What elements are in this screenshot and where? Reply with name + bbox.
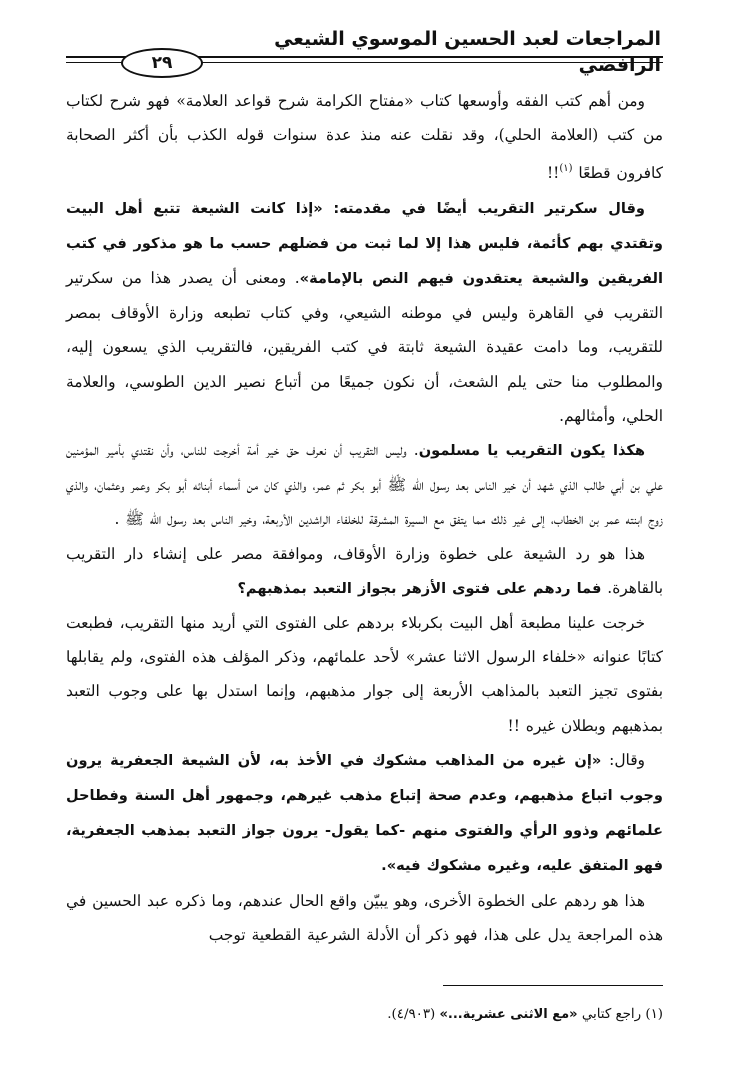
footnote-rule [443,985,663,986]
text-segment: !! [546,164,560,183]
text-segment: ومن أهم كتب الفقه وأوسعها كتاب «مفتاح الكرامة شرح قواعد العلامة» فهو شرح لكتاب من كتب (العلامة الحلي)، وقد نقلت عنه منذ عدة سنوات قوله الكذب بأن أكثر الصحابة كافرون قطعًا [66,92,663,183]
footnote-marker: (١) [645,1007,663,1022]
bold-text-segment: وقال سكرتير التقريب أيضًا في مقدمته: «إذا كانت الشيعة تتبع أهل البيت وتقتدي بهم كأئمة، فليس هذا إلا لما ثبت من فضلهم حسب ما هو مذكور في كتب الفريقين والشيعة يعتقدون فيهم النص بالإمامة» [66,199,663,288]
body-text [66,84,663,952]
running-header-title: المراجعات لعبد الحسين الموسوي الشيعي الرافضي [274,28,661,76]
text-segment: خرجت علينا مطبعة أهل البيت بكربلاء بردهم على الفتوى التي أريد منها التقريب، فطبعت كتابًا عنوانه «خلفاء الرسول الاثنا عشر» لأحد علمائهم، وذكر المؤلف هذه الفتوى، ولم يقابلها بفتوى تجيز التعبد بالمذاهب الأربعة إلى جوار مذهبهم، وإنما استدل بها على وجوب التعبد بمذهبهم وبطلان غيره !! [66,614,663,735]
text-segment: هذا هو ردهم على الخطوة الأخرى، وهو يبيّن واقع الحال عندهم، وما ذكره عبد الحسين في هذه المراجعة يدل على هذا، فهو ذكر أن الأدلة الشرعية القطعية توجب [66,891,663,944]
footnote-reference: (٤/٩٠٣). [387,1007,436,1022]
bold-text-segment: «إن غيره من المذاهب مشكوك في الأخذ به، لأن الشيعة الجعفرية يرون وجوب اتباع مذهبهم، وعدم صحة إتباع مذهب غيرهم، وجمهور أهل السنة وفطاحل علمائهم وذوو الرأي والفتوى منهم -كما يقول- يرون جواز التعبد بمذهب الجعفرية، فهو المتفق عليه، وغيره مشكوك فيه». [66,751,663,875]
text-segment: وقال: [601,750,645,769]
paragraph [66,537,663,606]
paragraph [66,433,663,537]
footnote-prefix: راجع كتابي [581,1007,642,1022]
paragraph [66,743,663,884]
paragraph [66,606,663,743]
paragraph [66,191,663,433]
text-segment: هذا هو رد الشيعة على خطوة وزارة الأوقاف، وموافقة مصر على إنشاء دار التقريب بالقاهرة. [66,544,663,597]
text-segment: . ومعنى أن يصدر هذا من سكرتير التقريب في القاهرة وليس في موطنه الشيعي، وفي كتاب تطبعه وزارة الأوقاف بمصر للتقريب، وما دامت عقيدة الشيعة ثابتة في كتب الفريقين، فالتقريب الذي يسعون إليه، والمطلوب منا حتى يلم الشعث، أن نكون جميعًا من أتباع نصير الدين الطوسي، والعلامة الحلي، وأمثالهم. [66,269,663,425]
page-number: ٢٩ [121,48,203,78]
bold-text-segment: فما ردهم على فتوى الأزهر بجواز التعبد بمذهبهم؟ [237,579,602,597]
footnote-reference-marker: (١) [559,163,573,175]
paragraph [66,84,663,191]
bold-text-segment: هكذا يكون التقريب يا مسلمون [418,442,646,460]
footnote-book-title: «مع الاثنى عشرية...» [439,1007,578,1022]
footnote [66,1004,663,1026]
text-segment: . وليس التقريب أن نعرف حق خير أمة أخرجت للناس، وأن نقتدي بأمير المؤمنين علي بن أبي طالب الذي شهد أن خير الناس بعد رسول الله ﷺ أبو بكر ثم عمر، والذي كان من أسماء أبنائه أبو بكر وعمر وعثمان، والذي زوج ابنته عمر بن الخطاب، إلى غير ذلك مما يتفق مع السيرة المشرقة للخلفاء الراشدين الأربعة، وخير الناس بعد رسول الله ﷺ . [66,441,663,529]
paragraph [66,884,663,952]
